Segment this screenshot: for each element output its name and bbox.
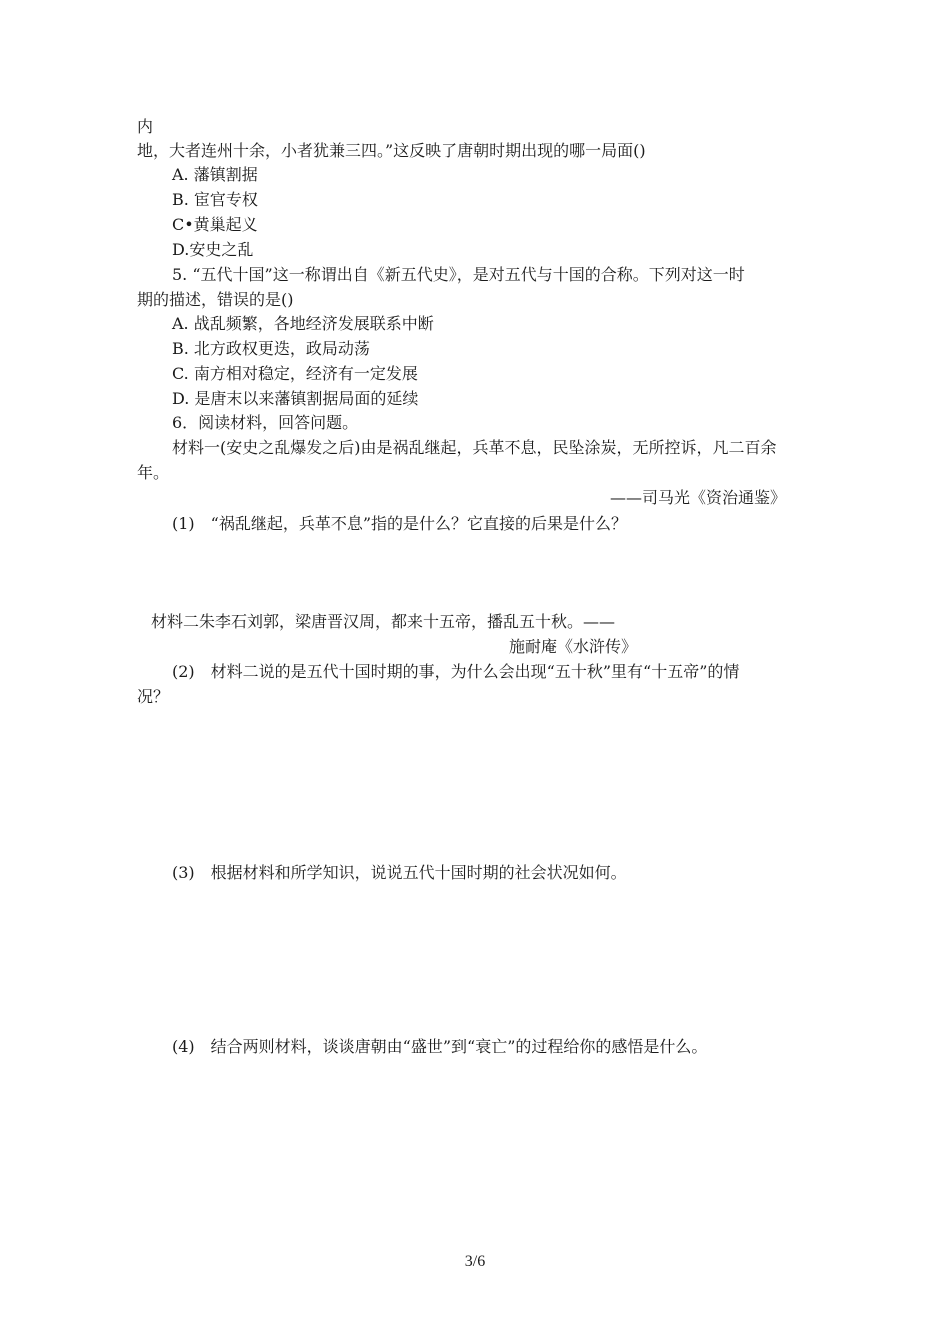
q6-subquestion-2-line1: (2) 材料二说的是五代十国时期的事，为什么会出现“五十秋”里有“十五帝”的情	[172, 662, 740, 681]
q5-stem-line1: 5. “五代十国”这一称谓出自《新五代史》，是对五代与十国的合称。下列对这一时	[172, 265, 745, 284]
q5-option-b: B. 北方政权更迭，政局动荡	[172, 339, 370, 358]
q4-option-b: B. 宦官专权	[172, 190, 258, 209]
q6-material2-line1: 材料二朱李石刘郭，梁唐晋汉周，都来十五帝，播乱五十秋。——	[151, 612, 616, 631]
q6-subquestion-4: (4) 结合两则材料，谈谈唐朝由“盛世”到“衰亡”的过程给你的感悟是什么。	[172, 1037, 708, 1056]
page-number: 3/6	[464, 1253, 486, 1270]
q5-stem-line2: 期的描述，错误的是()	[137, 290, 294, 309]
q4-option-c: C•黄巢起义	[172, 215, 258, 234]
q5-option-c: C. 南方相对稳定，经济有一定发展	[172, 364, 418, 383]
q6-stem: 6．阅读材料，回答问题。	[172, 413, 359, 432]
q4-option-a: A. 藩镇割据	[172, 165, 258, 184]
q6-material2-source: 施耐庵《水浒传》	[509, 637, 638, 656]
q6-material1-line2: 年。	[137, 463, 170, 482]
q4-continuation-line1: 内	[137, 117, 154, 136]
q6-subquestion-2-line2: 况？	[137, 687, 170, 706]
q6-subquestion-1: (1) “祸乱继起，兵革不息”指的是什么？它直接的后果是什么？	[172, 514, 628, 533]
q6-material1-line1: 材料一(安史之乱爆发之后)由是祸乱继起，兵革不息，民坠涂炭，无所控诉，凡二百余	[172, 438, 777, 457]
q5-option-d: D. 是唐末以来藩镇割据局面的延续	[172, 389, 419, 408]
q6-subquestion-3: (3) 根据材料和所学知识，说说五代十国时期的社会状况如何。	[172, 863, 627, 882]
q4-continuation-line2: 地，大者连州十余，小者犹兼三四。”这反映了唐朝时期出现的哪一局面()	[137, 141, 646, 160]
q4-option-d: D.安史之乱	[172, 240, 254, 259]
q5-option-a: A. 战乱频繁，各地经济发展联系中断	[172, 314, 434, 333]
q6-material1-source: ——司马光《资治通鉴》	[610, 488, 787, 507]
